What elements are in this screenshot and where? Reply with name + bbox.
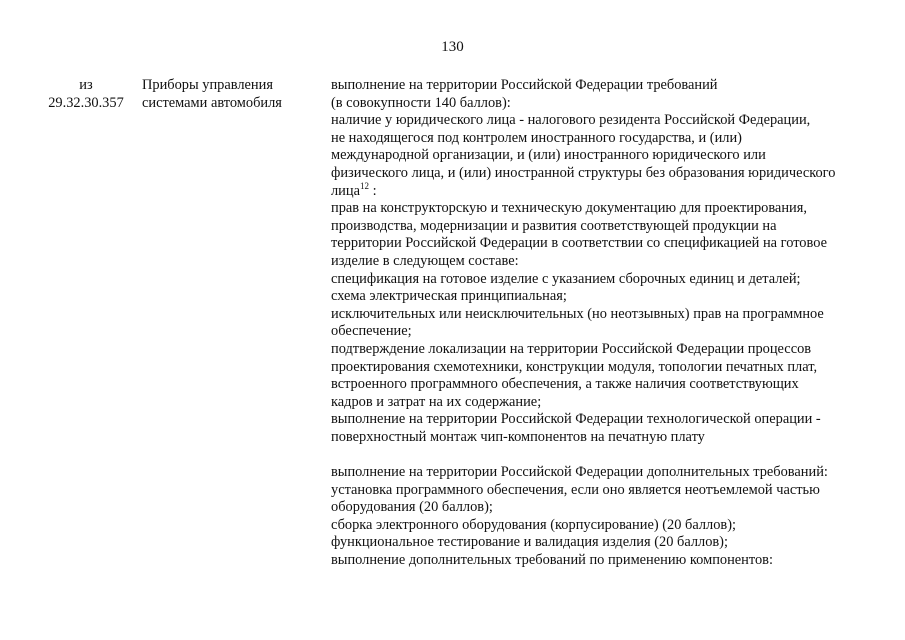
requirement-text: поверхностный монтаж чип-компонентов на печатную плату — [331, 428, 705, 445]
okpd-code: 29.32.30.357 — [48, 94, 124, 111]
requirement-line — [331, 130, 871, 148]
requirement-line — [331, 394, 871, 412]
requirement-line — [331, 180, 871, 201]
requirement-text: проектирования схемотехники, конструкции модуля, топологии печатных плат, — [331, 358, 818, 375]
requirement-line — [331, 499, 871, 517]
requirement-line — [331, 323, 871, 341]
requirement-text: прав на конструкторскую и техническую документацию для проектирования, — [331, 200, 807, 217]
code-prefix: из — [79, 77, 93, 93]
requirement-text: физического лица, и (или) иностранной структуры без образования юридического — [331, 164, 836, 181]
requirement-text: изделие в следующем составе: — [331, 252, 519, 269]
requirement-text: сборка электронного оборудования (корпусирование) (20 баллов); — [331, 516, 736, 533]
requirement-text: территории Российской Федерации в соответствии со спецификацией на готовое — [331, 235, 827, 252]
requirement-text: (в совокупности 140 баллов): — [331, 94, 511, 111]
requirement-text: установка программного обеспечения, если оно является неотъемлемой частью — [331, 481, 820, 498]
requirement-line — [331, 552, 871, 570]
product-code-cell — [40, 77, 132, 112]
requirement-line — [331, 517, 871, 535]
requirement-text: подтверждение локализации на территории Российской Федерации процессов — [331, 340, 812, 357]
requirement-text: оборудования (20 баллов); — [331, 499, 493, 516]
requirement-line — [331, 288, 871, 306]
requirement-line — [331, 359, 871, 377]
requirement-line — [331, 218, 871, 236]
requirement-line — [331, 112, 871, 130]
requirement-text: выполнение дополнительных требований по применению компонентов: — [331, 552, 773, 569]
requirement-line — [331, 429, 871, 447]
requirement-text: кадров и затрат на их содержание; — [331, 393, 542, 410]
requirement-text: производства, модернизации и развития соответствующей продукции на — [331, 217, 777, 234]
requirement-text: спецификация на готовое изделие с указанием сборочных единиц и деталей; — [331, 270, 801, 287]
product-name-line: системами автомобиля — [142, 94, 282, 111]
requirements-cell — [331, 77, 871, 570]
requirement-text: функциональное тестирование и валидация изделия (20 баллов); — [331, 534, 728, 551]
requirement-text: не находящегося под контролем иностранного государства, и (или) — [331, 129, 742, 146]
page-number: 130 — [441, 39, 464, 55]
requirement-line — [331, 165, 871, 183]
paragraph-gap — [331, 446, 871, 464]
requirement-line — [331, 306, 871, 324]
requirement-line — [331, 341, 871, 359]
requirement-line — [331, 376, 871, 394]
product-name-line: Приборы управления — [142, 77, 273, 93]
requirement-line — [331, 77, 871, 95]
requirement-line — [331, 253, 871, 271]
requirement-text: исключительных или неисключительных (но неотзывных) прав на программное — [331, 305, 824, 322]
product-name-cell — [142, 77, 322, 112]
requirement-line — [331, 271, 871, 289]
requirement-line — [331, 95, 871, 113]
requirement-text: схема электрическая принципиальная; — [331, 288, 567, 305]
requirement-line — [331, 464, 871, 482]
requirement-line — [331, 411, 871, 429]
requirement-text: выполнение на территории Российской Федерации дополнительных требований: — [331, 464, 828, 481]
requirement-line — [331, 235, 871, 253]
requirement-suffix: : — [368, 182, 377, 199]
requirement-text: лица — [331, 182, 360, 199]
requirement-text: наличие у юридического лица - налогового резидента Российской Федерации, — [331, 112, 811, 129]
footnote-marker: 12 — [359, 180, 369, 191]
requirement-line — [331, 200, 871, 218]
requirement-line — [331, 147, 871, 165]
requirement-text: встроенного программного обеспечения, а также наличия соответствующих — [331, 376, 799, 393]
requirement-line — [331, 534, 871, 552]
requirement-text: международной организации, и (или) иностранного юридического или — [331, 147, 766, 164]
requirement-text: выполнение на территории Российской Федерации технологической операции - — [331, 411, 821, 428]
requirement-line — [331, 482, 871, 500]
requirement-text: выполнение на территории Российской Федерации требований — [331, 77, 718, 93]
requirement-text: обеспечение; — [331, 323, 412, 340]
